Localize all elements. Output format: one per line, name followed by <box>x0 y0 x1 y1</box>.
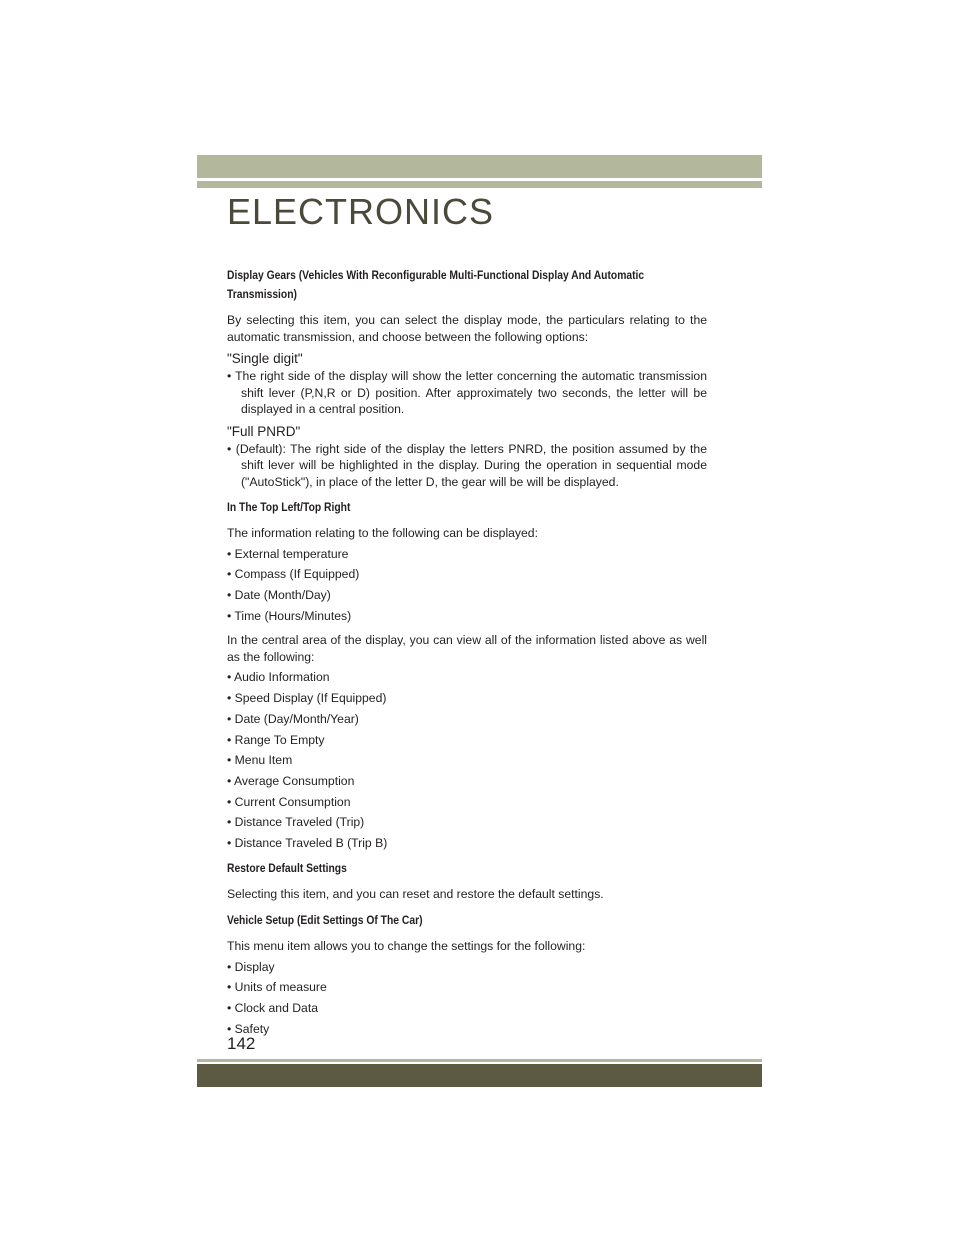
list-item: • Clock and Data <box>227 1001 318 1015</box>
single-digit-text: • The right side of the display will show the letter concerning the automatic transmission shift lever (P,N,R or D) position. After approximately two seconds, the letter will be displayed in a central position. <box>227 369 707 416</box>
top-left-right-intro: The information relating to the following can be displayed: <box>227 526 538 540</box>
display-gears-heading: Display Gears (Vehicles With Reconfigurable Multi-Functional Display And Automatic Transmission) <box>227 268 645 301</box>
list-item: • Current Consumption <box>227 794 351 809</box>
full-pnrd-text: • (Default): The right side of the display the letters PNRD, the position assumed by the shift lever will be highlighted in the display. During the operation in sequential mode ("AutoStick"), in place of the letter D, the gear will be will be displayed. <box>227 441 707 489</box>
list-item: • Menu Item <box>227 753 293 768</box>
footer-band <box>197 1064 762 1087</box>
footer-rule <box>197 1059 762 1062</box>
page-number: 142 <box>227 1034 256 1053</box>
central-area-list <box>227 669 707 851</box>
header-rule <box>197 181 762 188</box>
restore-defaults-text: Selecting this item, and you can reset and restore the default settings. <box>227 887 604 902</box>
list-item: • Distance Traveled (Trip) <box>227 815 365 830</box>
page-content <box>227 266 707 1037</box>
header-band <box>197 155 762 178</box>
top-left-right-list <box>227 546 707 625</box>
vehicle-setup-list <box>227 959 707 1038</box>
list-item: • Audio Information <box>227 670 330 685</box>
top-left-right-heading: In The Top Left/Top Right <box>227 500 351 514</box>
section-title: ELECTRONICS <box>227 191 495 232</box>
vehicle-setup-intro: This menu item allows you to change the settings for the following: <box>227 938 586 953</box>
list-item: • Units of measure <box>227 980 327 995</box>
list-item: • Distance Traveled B (Trip B) <box>227 835 388 850</box>
restore-defaults-heading: Restore Default Settings <box>227 861 347 876</box>
display-gears-intro: By selecting this item, you can select the display mode, the particulars relating to the automatic transmission, and choose between the following options: <box>227 313 707 344</box>
central-area-intro: In the central area of the display, you can view all of the information listed above as well as the following: <box>227 633 707 664</box>
list-item: • External temperature <box>227 546 349 561</box>
vehicle-setup-heading: Vehicle Setup (Edit Settings Of The Car) <box>227 912 423 927</box>
list-item: • Speed Display (If Equipped) <box>227 691 387 706</box>
list-item: • Date (Month/Day) <box>227 588 331 603</box>
list-item: • Average Consumption <box>227 773 355 788</box>
list-item: • Compass (If Equipped) <box>227 567 360 582</box>
list-item: • Date (Day/Month/Year) <box>227 711 359 726</box>
list-item: • Display <box>227 959 275 974</box>
list-item: • Time (Hours/Minutes) <box>227 608 352 623</box>
single-digit-label: "Single digit" <box>227 351 303 366</box>
list-item: • Range To Empty <box>227 732 325 747</box>
full-pnrd-label: "Full PNRD" <box>227 423 301 439</box>
list-item: • Safety <box>227 1021 270 1036</box>
